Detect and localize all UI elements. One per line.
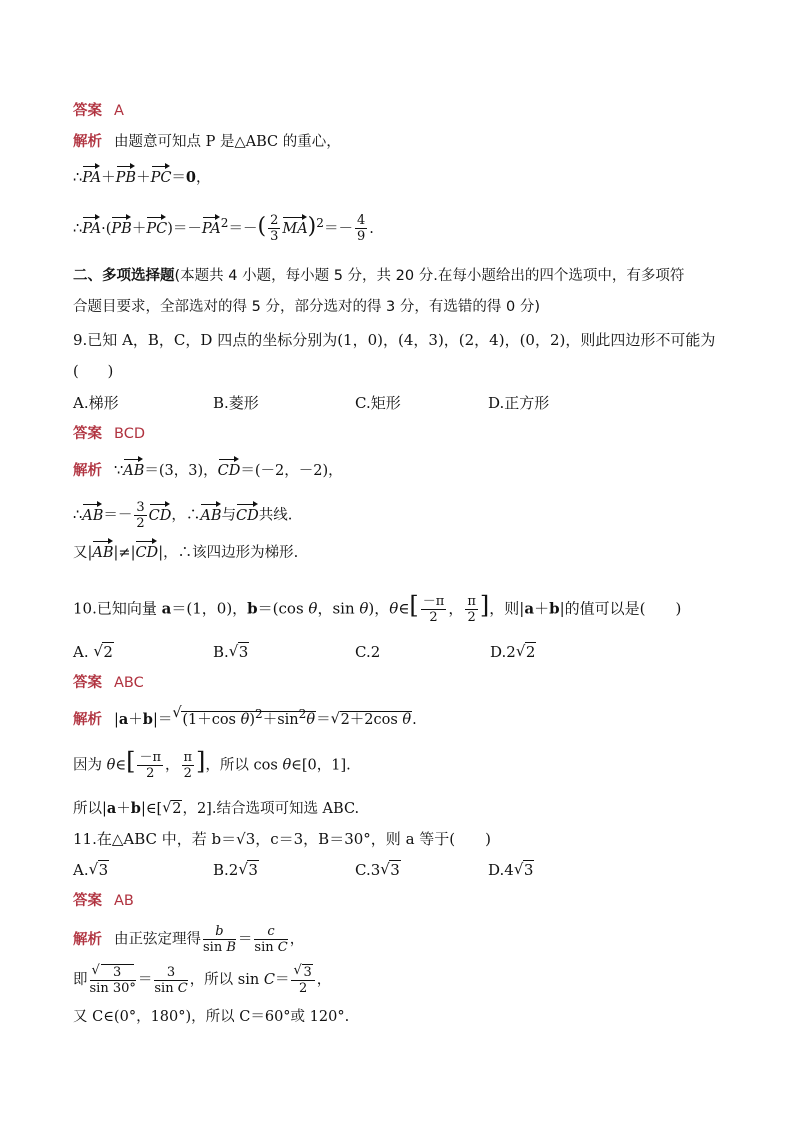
section-rule-1: (本题共 4 小题，每小题 5 分，共 20 分.在每小题给出的四个选项中，有多项符 — [174, 268, 685, 284]
q11-final-line: 又 C∈(0°，180°)，所以 C＝60°或 120°. — [73, 1009, 350, 1025]
q9-option-c: C.矩形 — [355, 394, 401, 412]
q9-analysis-line: 解析 ∵AB＝(3，3)，CD＝(－2，－2)， — [73, 463, 343, 479]
analysis-label: 解析 — [73, 931, 102, 948]
q11-option-b: B.2√ 3 — [213, 860, 259, 880]
q10-option-a: A. √ 2 — [73, 642, 114, 662]
q10-option-d: D.2√ 2 — [490, 642, 536, 662]
q9-option-b: B.菱形 — [213, 394, 259, 412]
q10-analysis-line: 解析 |a＋b|＝√ (1＋cos $\theta)^2+\sin^2\theta=√$ 2＋2cos θ. — [73, 704, 417, 730]
q9-option-d: D.正方形 — [488, 394, 550, 412]
q9-option-a: A.梯形 — [73, 394, 119, 412]
q11-option-a: A.√ 3 — [73, 860, 109, 880]
q8-answer-line — [73, 101, 124, 121]
analysis-label: 解析 — [73, 463, 102, 479]
q10-answer-line — [73, 673, 144, 693]
q8-analysis-line — [73, 132, 341, 152]
answer-value: A — [114, 103, 124, 119]
answer-value: BCD — [114, 426, 145, 442]
answer-label: 答案 — [73, 893, 102, 909]
analysis-label: 解析 — [73, 711, 102, 728]
q10-conclusion-line: 所以|a＋b|∈[√ 2，2].结合选项可知选 ABC. — [73, 799, 359, 819]
q11-sine-line: 即 √ $\frac{3}{\sin 30^\circ}$ ＝ $\frac{3}{\text{sin C}}$ ，所以 sin C＝ √ $\frac{3}{2}$ ， — [73, 964, 331, 996]
q8-dot-product-line: $\therefore PA\cdot(PB+PC)=-PA^2=-$( $\frac{2}{3}$ MA)$^2$＝－ $\frac{4}{9}$ . — [73, 213, 374, 245]
section-title: 二、多项选择题 — [73, 268, 175, 284]
q11-option-d: D.4√ 3 — [488, 860, 534, 880]
q9-stem-blank: ( ) — [73, 364, 114, 380]
answer-label: 答案 — [73, 426, 102, 442]
q9-trapezoid-line: 又|AB|≠|CD|，∴该四边形为梯形. — [73, 545, 299, 561]
section-rule-2: 合题目要求，全部选对的得 5 分，部分选对的得 3 分，有选错的得 0 分) — [73, 299, 540, 315]
answer-value: AB — [114, 893, 134, 909]
q10-option-c: C.2 — [355, 643, 381, 661]
q9-answer-line — [73, 424, 145, 444]
answer-label: 答案 — [73, 675, 102, 691]
q9-collinear-line: ∴AB＝－ $\frac{3}{2}$ CD，∴AB与CD共线. — [73, 500, 293, 531]
q10-stem: 10.已知向量 a＝(1，0)，b＝(cos θ，sin θ)，θ∈[ $\frac{-\pi}{2}$ ， $\frac{\pi}{2}$ ]，则|a＋b|的值可以是( ) — [73, 591, 682, 625]
analysis-text: 由题意可知点 P 是△ABC 的重心， — [114, 134, 341, 150]
q11-analysis-line: 解析 由正弦定理得 $\frac{b}{\text{sin B}}$ ＝ $\frac{c}{\text{sin C}}$ ， — [73, 924, 305, 955]
q10-option-b: B.√ 3 — [213, 642, 249, 662]
answer-label: 答案 — [73, 103, 102, 119]
q11-stem: 11.在△ABC 中，若 b＝√3，c＝3，B＝30°，则 a 等于( ) — [73, 830, 491, 848]
q9-stem: 9.已知 A，B，C，D 四点的坐标分别为(1，0)，(4，3)，(2，4)，(0，2)，则此四边形不可能为 — [73, 331, 716, 349]
answer-value: ABC — [114, 675, 144, 691]
section-heading — [73, 266, 684, 286]
q10-range-line: 因为 θ∈[ $\frac{-\pi}{2}$ ， $\frac{\pi}{2}$ ]，所以 cos θ∈[0，1]. — [73, 747, 351, 781]
q8-vector-sum-line: ∴PA＋PB＋PC＝0， — [73, 169, 211, 186]
analysis-label: 解析 — [73, 134, 102, 150]
q11-option-c: C.3√ 3 — [355, 860, 401, 880]
q11-answer-line — [73, 891, 134, 911]
